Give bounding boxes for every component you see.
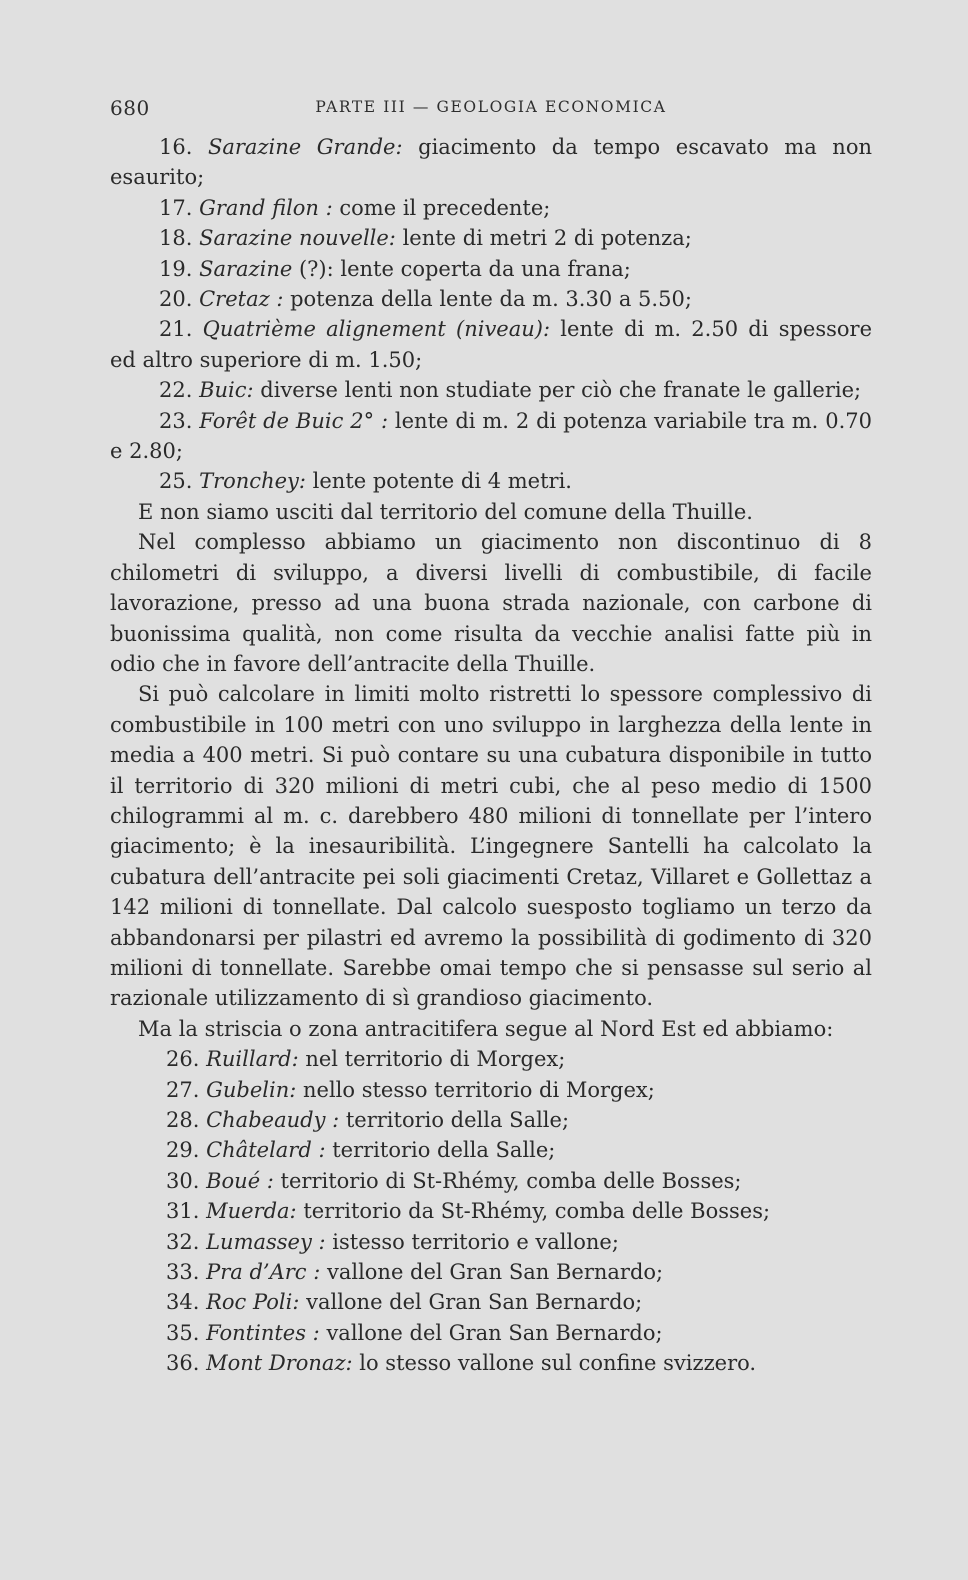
locality-name: Lumassey :: [206, 1229, 326, 1254]
locality-name: Gubelin:: [206, 1077, 297, 1102]
locality-name: Quatrième alignement (niveau):: [202, 317, 551, 342]
entry-text: lente di metri 2 di potenza;: [395, 226, 692, 251]
entry-number: 33.: [166, 1260, 200, 1285]
locality-name: Sarazine Grande:: [207, 135, 403, 159]
entry-number: 16.: [159, 135, 193, 159]
list-item: [110, 1105, 872, 1135]
list-item: [110, 1287, 872, 1317]
entry-text: nel territorio di Morgex;: [298, 1047, 566, 1072]
entry-text: giacimento da tempo escavato ma non esaurito;: [110, 135, 872, 190]
list-item: [110, 284, 872, 314]
entry-text: vallone del Gran San Bernardo;: [320, 1260, 664, 1285]
list-item: [110, 1075, 872, 1105]
entry-number: 17.: [159, 195, 193, 220]
entry-number: 23.: [159, 408, 193, 433]
entry-number: 34.: [166, 1290, 200, 1315]
body-text: [110, 132, 872, 1379]
locality-name: Grand filon :: [199, 195, 333, 220]
entry-number: 30.: [166, 1168, 200, 1193]
paragraph: Ma la striscia o zona antracitifera segue al Nord Est ed abbiamo:: [138, 1016, 834, 1041]
locality-name: Boué :: [206, 1168, 274, 1193]
entry-number: 36.: [166, 1351, 200, 1376]
page-number: 680: [110, 96, 150, 120]
entry-number: 27.: [166, 1077, 200, 1102]
paragraph: E non siamo usciti dal territorio del comune della Thuille.: [138, 499, 753, 524]
entry-number: 25.: [159, 469, 193, 494]
entry-number: 32.: [166, 1229, 200, 1254]
list-item: [110, 1135, 872, 1165]
locality-name: Buic:: [199, 378, 254, 403]
entry-number: 22.: [159, 378, 193, 403]
locality-name: Pra d’Arc :: [206, 1260, 321, 1285]
list-item: [110, 1348, 872, 1378]
locality-name: Sarazine: [199, 256, 293, 281]
list-item: [110, 223, 872, 253]
list-item: [110, 466, 872, 496]
entry-text: territorio di St-Rhémy, comba delle Bosses;: [273, 1168, 742, 1193]
entry-number: 26.: [166, 1047, 200, 1072]
entry-text: lo stesso vallone sul confine svizzero.: [352, 1351, 757, 1376]
locality-name: Roc Poli:: [206, 1290, 300, 1315]
list-item: [110, 406, 872, 467]
locality-name: Cretaz :: [199, 287, 284, 312]
entry-text: nello stesso territorio di Morgex;: [296, 1077, 655, 1102]
entry-text: territorio da St-Rhémy, comba delle Bosses;: [296, 1199, 771, 1224]
locality-name: Châtelard :: [206, 1138, 326, 1163]
list-item: [110, 1318, 872, 1348]
list-item: [110, 254, 872, 284]
entry-number: 18.: [159, 226, 193, 251]
entry-number: 20.: [159, 287, 193, 312]
locality-name: Sarazine nouvelle:: [199, 226, 396, 251]
locality-name: Chabeaudy :: [206, 1108, 340, 1132]
list-item: [110, 132, 872, 193]
entry-number: 28.: [166, 1108, 200, 1132]
list-item: [110, 1257, 872, 1287]
list-item: [110, 375, 872, 405]
paragraph: Nel complesso abbiamo un giacimento non discontinuo di 8 chilometri di sviluppo, a diversi livelli di combustibile, di facile lavorazione, presso ad una buona strada nazionale, con carbone di buonissima qualità, non come risulta da vecchie analisi fatte più in odio che in favore dell’antracite della Thuille.: [110, 530, 872, 676]
list-item: [110, 314, 872, 375]
locality-name: Mont Dronaz:: [206, 1351, 353, 1376]
list-item: [110, 1166, 872, 1196]
entry-text: vallone del Gran San Bernardo;: [299, 1290, 643, 1315]
entry-number: 21.: [159, 317, 193, 342]
entry-number: 31.: [166, 1199, 200, 1224]
list-item: [110, 1196, 872, 1226]
paragraph: Si può calcolare in limiti molto ristretti lo spessore complessivo di combustibile in 100 metri con uno sviluppo in larghezza della lente in media a 400 metri. Si può contare su una cubatura disponibile in tutto il territorio di 320 milioni di metri cubi, che al peso medio di 1500 chilogrammi al m. c. darebbero 480 milioni di tonnellate per l’intero giacimento; è la inesauribilità. L’ingegnere Santelli ha calcolato la cubatura dell’antracite pei soli giacimenti Cretaz, Villaret e Gollettaz a 142 milioni di tonnellate. Dal calcolo suesposto togliamo un terzo da abbandonarsi per pilastri ed avremo la possibilità di godimento di 320 milioni di tonnellate. Sarebbe omai tempo che si pensasse sul serio al razionale utilizzamento di sì grandioso giacimento.: [110, 682, 872, 1011]
entry-text: territorio della Salle;: [325, 1138, 556, 1163]
list-item: [110, 193, 872, 223]
list-item: [110, 1044, 872, 1074]
entry-number: 29.: [166, 1138, 200, 1163]
locality-name: Ruillard:: [206, 1047, 299, 1072]
entry-text: lente di m. 2.50 di spessore ed altro superiore di m. 1.50;: [110, 317, 873, 372]
entry-number: 35.: [166, 1320, 200, 1345]
locality-name: Forêt de Buic 2° :: [199, 408, 389, 433]
entry-text: lente potente di 4 metri.: [305, 469, 572, 494]
entry-text: potenza della lente da m. 3.30 a 5.50;: [283, 287, 692, 312]
entry-text: istesso territorio e vallone;: [325, 1229, 619, 1254]
locality-name: Tronchey:: [199, 469, 306, 494]
entry-number: 19.: [159, 256, 193, 281]
list-item: [110, 1227, 872, 1257]
locality-name: Fontintes :: [206, 1320, 320, 1345]
entry-text: come il precedente;: [332, 195, 551, 220]
entry-text: vallone del Gran San Bernardo;: [319, 1320, 663, 1345]
entry-text: diverse lenti non studiate per ciò che franate le gallerie;: [253, 378, 862, 403]
locality-name: Muerda:: [206, 1199, 297, 1224]
page-header: [110, 96, 872, 126]
entry-text: (?): lente coperta da una frana;: [292, 256, 631, 281]
running-title: PARTE III — GEOLOGIA ECONOMICA: [315, 98, 667, 116]
entry-text: lente di m. 2 di potenza variabile tra m. 0.70 e 2.80;: [110, 408, 872, 464]
entry-text: territorio della Salle;: [339, 1108, 570, 1132]
